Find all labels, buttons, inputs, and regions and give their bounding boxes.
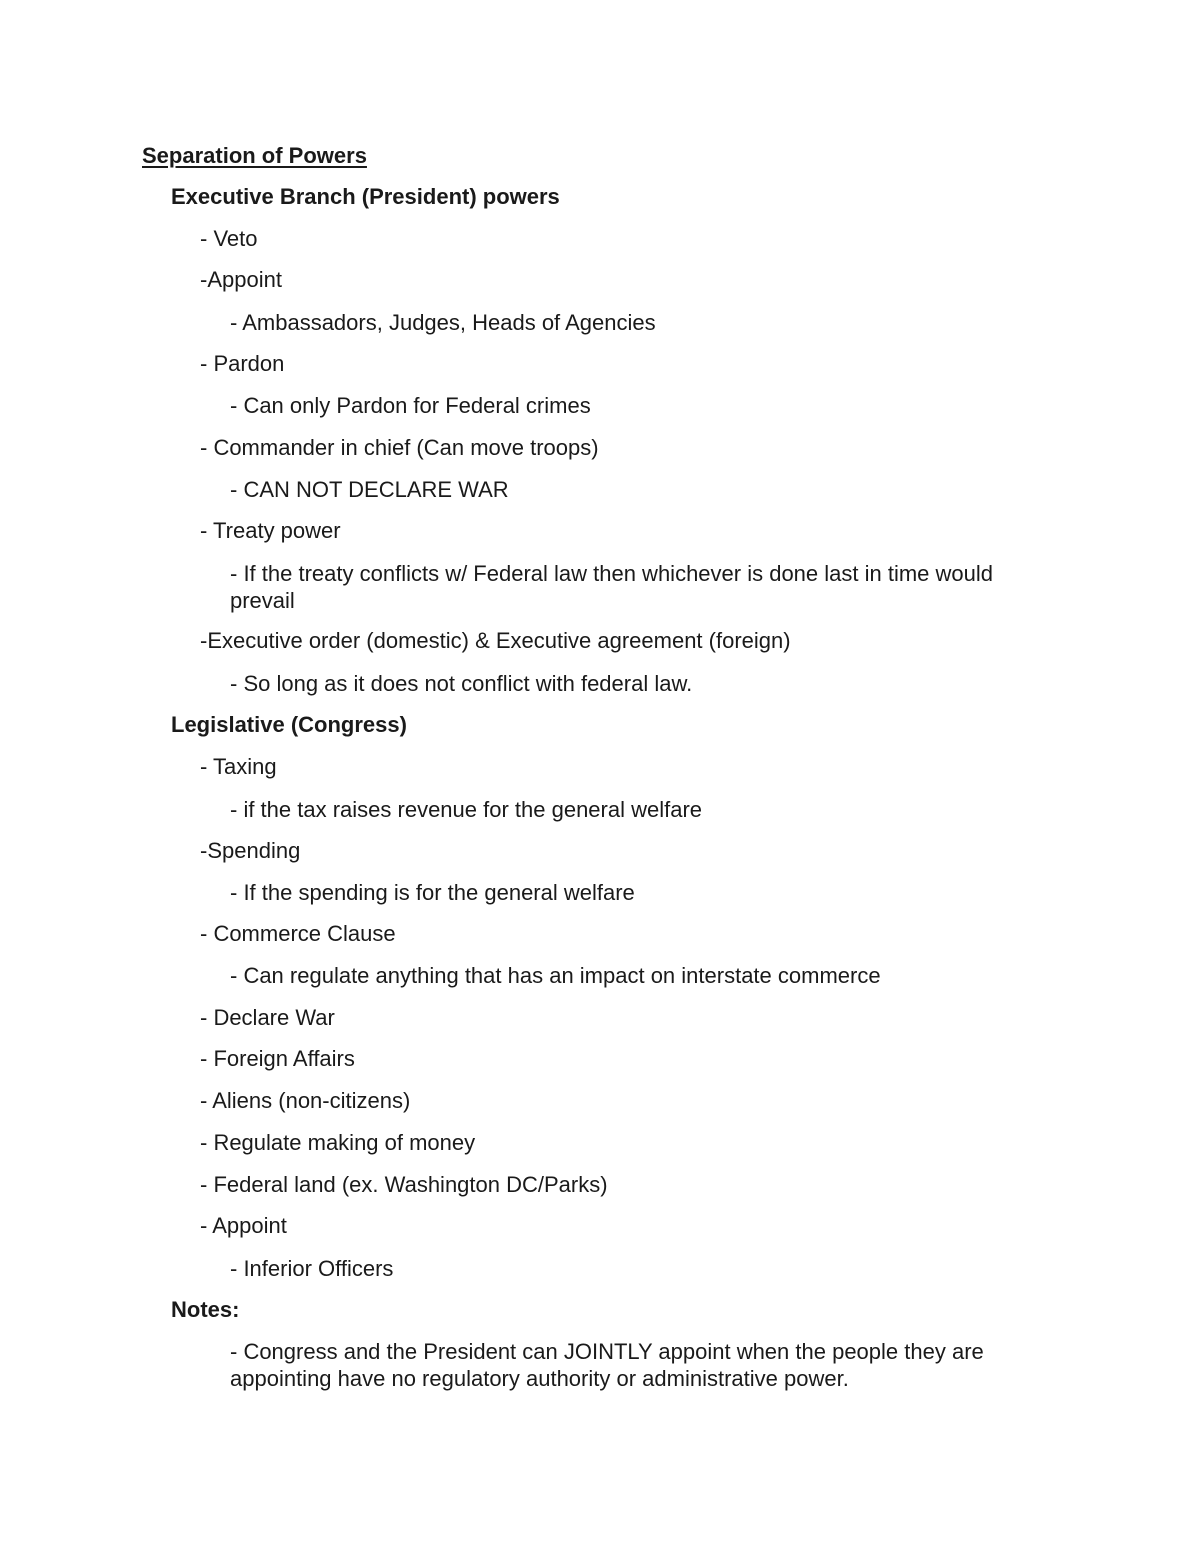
executive-veto: - Veto — [200, 226, 258, 251]
legislative-spending: -Spending — [200, 838, 301, 863]
executive-commander-detail: - CAN NOT DECLARE WAR — [230, 477, 509, 502]
executive-order-detail: - So long as it does not conflict with federal law. — [230, 671, 693, 696]
legislative-spending-detail: - If the spending is for the general welfare — [230, 880, 635, 905]
legislative-commerce: - Commerce Clause — [200, 921, 396, 946]
legislative-money: - Regulate making of money — [200, 1130, 476, 1155]
legislative-aliens: - Aliens (non-citizens) — [200, 1088, 411, 1113]
legislative-heading: Legislative (Congress) — [171, 712, 407, 737]
executive-appoint-detail: - Ambassadors, Judges, Heads of Agencies — [230, 310, 656, 335]
page-title: Separation of Powers — [142, 143, 367, 168]
executive-treaty: - Treaty power — [200, 518, 341, 543]
legislative-appoint: - Appoint — [200, 1213, 287, 1238]
executive-heading: Executive Branch (President) powers — [171, 184, 560, 209]
executive-appoint: -Appoint — [200, 267, 282, 292]
legislative-foreign-affairs: - Foreign Affairs — [200, 1046, 355, 1071]
executive-pardon-detail: - Can only Pardon for Federal crimes — [230, 393, 591, 418]
executive-pardon: - Pardon — [200, 351, 285, 376]
executive-commander: - Commander in chief (Can move troops) — [200, 435, 599, 460]
notes-text: - Congress and the President can JOINTLY appoint when the people they are appointing have no regulatory authority or administrative power. — [230, 1339, 984, 1391]
legislative-taxing-detail: - if the tax raises revenue for the general welfare — [230, 797, 703, 822]
legislative-commerce-detail: - Can regulate anything that has an impact on interstate commerce — [230, 963, 881, 988]
executive-order: -Executive order (domestic) & Executive agreement (foreign) — [200, 628, 791, 653]
legislative-appoint-detail: - Inferior Officers — [230, 1256, 394, 1281]
legislative-taxing: - Taxing — [200, 754, 277, 779]
legislative-federal-land: - Federal land (ex. Washington DC/Parks) — [200, 1172, 608, 1197]
notes-heading: Notes: — [171, 1297, 240, 1322]
executive-treaty-detail: - If the treaty conflicts w/ Federal law then whichever is done last in time would prevail — [230, 561, 994, 613]
legislative-declare-war: - Declare War — [200, 1005, 335, 1030]
